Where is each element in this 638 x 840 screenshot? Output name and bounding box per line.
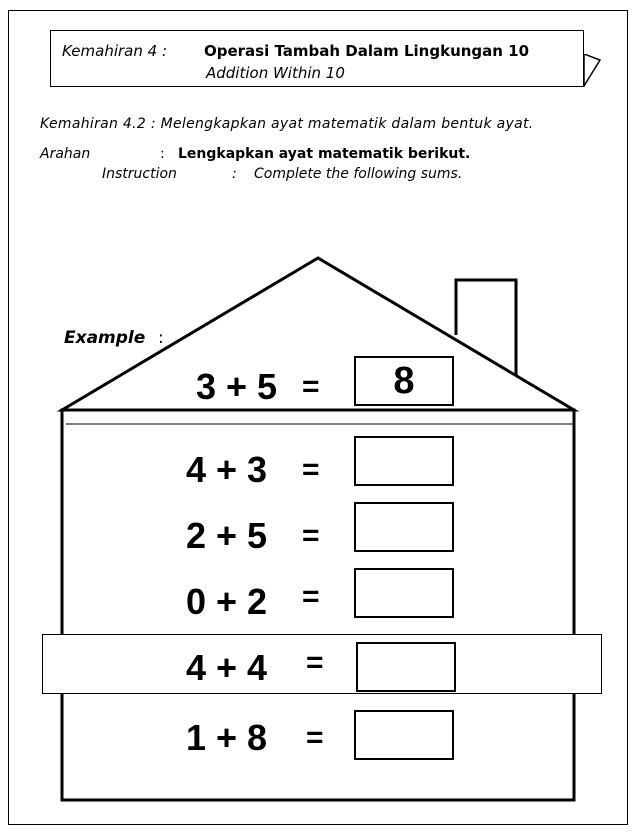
question-2-answer-box[interactable] (354, 502, 454, 552)
skill-label: Kemahiran 4 : (62, 42, 168, 60)
instruction-ms-colon: : (160, 146, 165, 162)
title-english: Addition Within 10 (206, 64, 345, 82)
question-4-expression: 4 + 4 (186, 647, 268, 688)
question-4-answer-box[interactable] (356, 642, 456, 692)
skill-description: Kemahiran 4.2 : Melengkapkan ayat matematik dalam bentuk ayat. (40, 116, 534, 132)
example-label: Example (64, 328, 146, 348)
instruction-en-label: Instruction (102, 166, 177, 182)
example-equals: = (302, 370, 320, 403)
question-5-expression: 1 + 8 (186, 717, 268, 758)
example-expression: 3 + 5 (196, 366, 278, 407)
question-5-equals: = (306, 721, 324, 754)
example-answer-box: 8 (354, 356, 454, 406)
question-1-answer-box[interactable] (354, 436, 454, 486)
title-malay: Operasi Tambah Dalam Lingkungan 10 (204, 42, 530, 60)
question-3-expression: 0 + 2 (186, 581, 268, 622)
instruction-en-colon: : (232, 166, 237, 182)
example-colon: : (158, 328, 164, 348)
question-2-expression: 2 + 5 (186, 515, 268, 556)
instruction-en-text: Complete the following sums. (254, 166, 463, 182)
instruction-ms-text: Lengkapkan ayat matematik berikut. (178, 146, 471, 162)
question-3-answer-box[interactable] (354, 568, 454, 618)
question-4-equals: = (306, 646, 324, 679)
question-1-expression: 4 + 3 (186, 449, 268, 490)
question-2-equals: = (302, 519, 320, 552)
instruction-ms-label: Arahan (40, 146, 91, 162)
question-5-answer-box[interactable] (354, 710, 454, 760)
question-3-equals: = (302, 580, 320, 613)
question-1-equals: = (302, 453, 320, 486)
